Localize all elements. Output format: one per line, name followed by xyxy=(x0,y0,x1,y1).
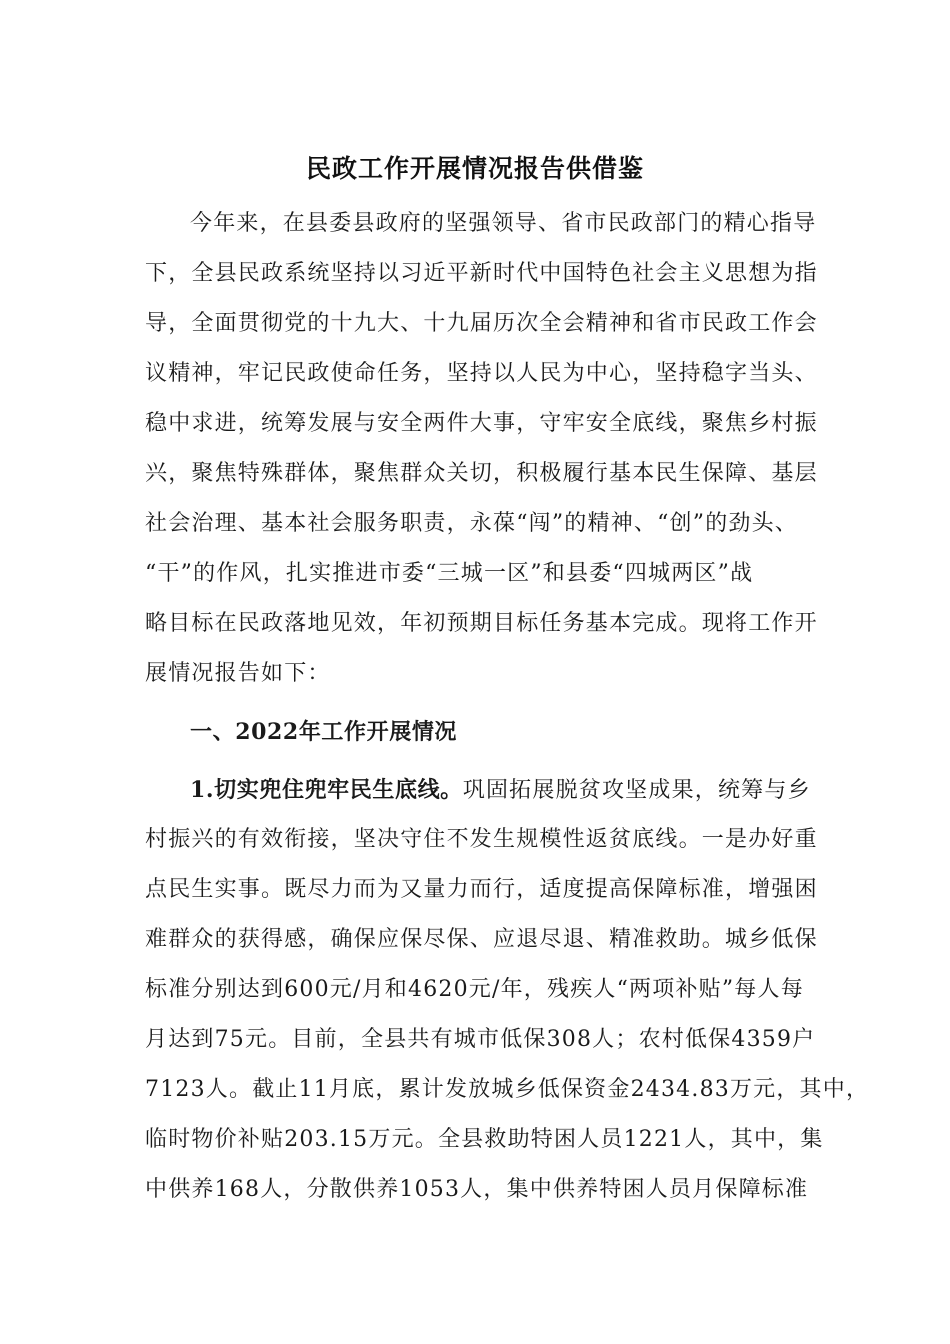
paragraph-line: 下，全县民政系统坚持以习近平新时代中国特色社会主义思想为指 xyxy=(145,261,818,286)
paragraph-line: 略目标在民政落地见效，年初预期目标任务基本完成。现将工作开 xyxy=(145,611,818,636)
paragraph-line: 标准分别达到600元/月和4620元/年，残疾人“两项补贴”每人每 xyxy=(145,977,804,1002)
paragraph-line: 临时物价补贴203.15万元。全县救助特困人员1221人，其中，集 xyxy=(145,1127,824,1152)
document-title: 民政工作开展情况报告供借鉴 xyxy=(305,154,644,183)
item-line xyxy=(190,770,811,810)
paragraph-line: 导，全面贯彻党的十九大、十九届历次全会精神和省市民政工作会 xyxy=(145,311,818,336)
paragraph-line: 难群众的获得感，确保应保尽保、应退尽退、精准救助。城乡低保 xyxy=(145,927,818,952)
paragraph-line: 今年来，在县委县政府的坚强领导、省市民政部门的精心指导 xyxy=(190,211,817,236)
item-text: 巩固拓展脱贫攻坚成果，统筹与乡 xyxy=(462,778,811,803)
paragraph-line: 社会治理、基本社会服务职责，永葆“闯”的精神、“创”的劲头、 xyxy=(145,511,798,536)
paragraph-line: “干”的作风，扎实推进市委“三城一区”和县委“四城两区”战 xyxy=(145,561,754,586)
item-heading: 1.切实兜住兜牢民生底线。 xyxy=(190,777,463,803)
paragraph-line: 点民生实事。既尽力而为又量力而行，适度提高保障标准，增强困 xyxy=(145,877,818,902)
paragraph-line: 中供养168人，分散供养1053人，集中供养特困人员月保障标准 xyxy=(145,1177,809,1202)
paragraph-line: 月达到75元。目前，全县共有城市低保308人；农村低保4359户 xyxy=(145,1027,816,1052)
paragraph-line: 7123人。截止11月底，累计发放城乡低保资金2434.83万元，其中， xyxy=(145,1077,870,1102)
paragraph-line: 展情况报告如下： xyxy=(145,661,331,686)
paragraph-line: 村振兴的有效衔接，坚决守住不发生规模性返贫底线。一是办好重 xyxy=(145,827,818,852)
paragraph-line: 稳中求进，统筹发展与安全两件大事，守牢安全底线，聚焦乡村振 xyxy=(145,411,818,436)
section-heading: 一、2022年工作开展情况 xyxy=(190,719,458,745)
paragraph-line: 议精神，牢记民政使命任务，坚持以人民为中心，坚持稳字当头、 xyxy=(145,361,818,386)
paragraph-line: 兴，聚焦特殊群体，聚焦群众关切，积极履行基本民生保障、基层 xyxy=(145,461,818,486)
